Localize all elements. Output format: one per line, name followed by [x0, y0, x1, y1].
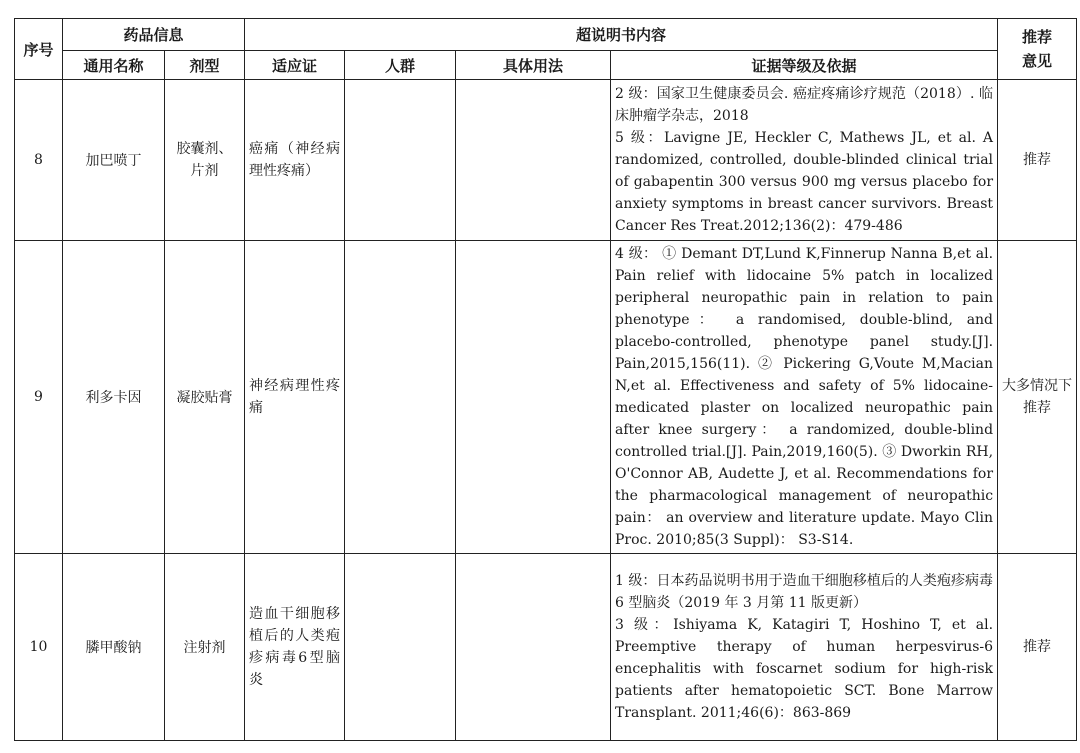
row-indication: 癌痛（神经病理性疼痛） [245, 80, 345, 241]
header-usage: 具体用法 [456, 51, 611, 80]
dosage-form-text: 胶囊剂、片剂 [176, 141, 233, 179]
row-usage [456, 241, 611, 554]
table-row [15, 554, 1077, 741]
row-seq: 8 [15, 80, 63, 241]
row-generic-name: 利多卡因 [63, 241, 165, 554]
header-dosage-form: 剂型 [165, 51, 245, 80]
header-drug-info: 药品信息 [63, 19, 245, 51]
recommendation-text: 大多情况下推荐 [1002, 378, 1073, 416]
header-recommendation [998, 19, 1077, 80]
evidence-paragraph: 5 级：Lavigne JE, Heckler C, Mathews JL, et al. A randomized, controlled, double-blinded clinical trial of gabapentin 300 versus 900 mg versus placebo for anxiety symptoms in breast cancer survivors. Breast Cancer Res Treat.2012;136(2)：479-486 [615, 130, 994, 234]
row-dosage-form [165, 80, 245, 241]
row-recommendation: 推荐 [998, 554, 1077, 741]
row-dosage-form: 注射剂 [165, 554, 245, 741]
evidence-paragraph: 1 级：日本药品说明书用于造血干细胞移植后的人类疱疹病毒 6 型脑炎（2019 年 3 月第 11 版更新） [615, 573, 994, 611]
row-recommendation [998, 241, 1077, 554]
row-population [345, 241, 456, 554]
header-indication: 适应证 [245, 51, 345, 80]
row-recommendation: 推荐 [998, 80, 1077, 241]
row-usage [456, 554, 611, 741]
table-row [15, 241, 1077, 554]
row-population [345, 80, 456, 241]
header-population: 人群 [345, 51, 456, 80]
evidence-paragraph: 3 级：Ishiyama K, Katagiri T, Hoshino T, et al. Preemptive therapy of human herpesvirus-6 encephalitis with foscarnet sodium for high-risk patients after hematopoietic SCT. Bone Marrow Transplant. 2011;46(6)：863-869 [615, 617, 994, 721]
row-seq: 9 [15, 241, 63, 554]
header-recommendation-label: 推荐意见 [1022, 28, 1053, 70]
row-indication: 神经病理性疼痛 [245, 241, 345, 554]
row-population [345, 554, 456, 741]
evidence-paragraph: 4 级： ① Demant DT,Lund K,Finnerup Nanna B,et al. Pain relief with lidocaine 5% patch in localized peripheral neuropathic pain in relation to pain phenotype： a randomised, double-blind, and placebo-controlled, phenotype panel study.[J]. Pain,2015,156(11). ② Pickering G,Voute M,Macian N,et al. Effectiveness and safety of 5% lidocaine-medicated plaster on localized neuropathic pain after knee surgery： a randomized, double-blind controlled trial.[J]. Pain,2019,160(5). ③ Dworkin RH, O'Connor AB, Audette J, et al. Recommendations for the pharmacological management of neuropathic pain： an overview and literature update. Mayo Clin Proc. 2010;85(3 Suppl)： S3-S14. [615, 246, 994, 548]
offlabel-drug-table [14, 18, 1077, 741]
row-generic-name: 加巴喷丁 [63, 80, 165, 241]
header-evidence: 证据等级及依据 [611, 51, 998, 80]
row-dosage-form: 凝胶贴膏 [165, 241, 245, 554]
row-indication: 造血干细胞移植后的人类疱疹病毒6型脑炎 [245, 554, 345, 741]
row-evidence [611, 80, 998, 241]
header-seq: 序号 [15, 19, 63, 80]
row-evidence [611, 241, 998, 554]
header-offlabel-content: 超说明书内容 [245, 19, 998, 51]
row-evidence [611, 554, 998, 741]
table-row [15, 80, 1077, 241]
header-generic-name: 通用名称 [63, 51, 165, 80]
evidence-paragraph: 2 级：国家卫生健康委员会. 癌症疼痛诊疗规范（2018）. 临床肿瘤学杂志，2018 [615, 86, 994, 124]
row-generic-name: 膦甲酸钠 [63, 554, 165, 741]
row-usage [456, 80, 611, 241]
row-seq: 10 [15, 554, 63, 741]
